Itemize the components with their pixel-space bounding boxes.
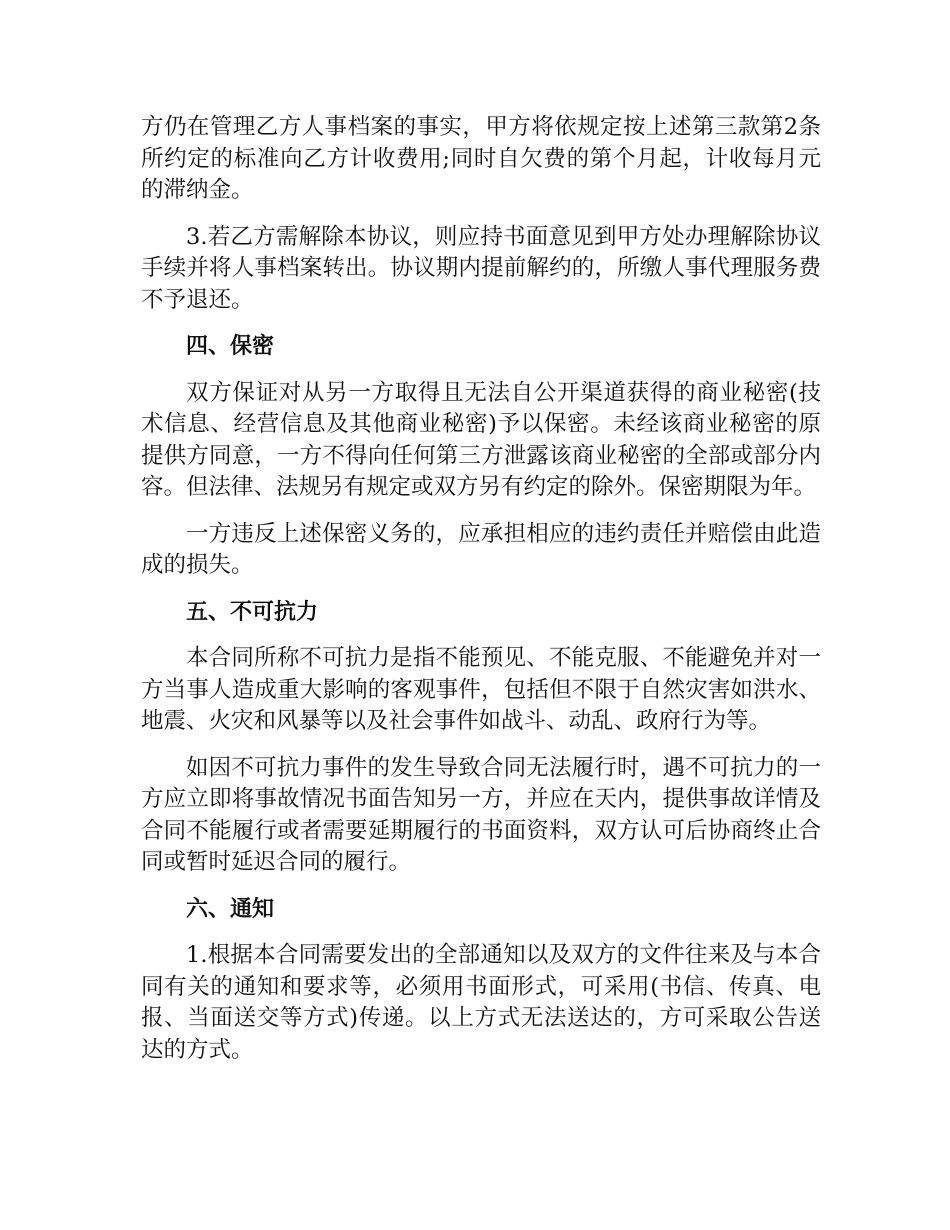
paragraph-notice: 1.根据本合同需要发出的全部通知以及双方的文件往来及与本合同有关的通知和要求等，必须用书面形式，可采用(书信、传真、电报、当面送交等方式)传递。以上方式无法送达的，方可采取公告送达的方式。 [141, 942, 821, 1063]
paragraph-continuation: 方仍在管理乙方人事档案的事实，甲方将依规定按上述第三款第2条所约定的标准向乙方计收费用;同时自欠费的第个月起，计收每月元的滞纳金。 [141, 114, 821, 203]
document-body [141, 112, 821, 1081]
paragraph-force-majeure-procedure: 如因不可抗力事件的发生导致合同无法履行时，遇不可抗力的一方应立即将事故情况书面告知另一方，并应在天内，提供事故详情及合同不能履行或者需要延期履行的书面资料，双方认可后协商终止合同或暂时延迟合同的履行。 [141, 754, 821, 875]
paragraph-termination: 3.若乙方需解除本协议，则应持书面意见到甲方处办理解除协议手续并将人事档案转出。协议期内提前解约的，所缴人事代理服务费不予退还。 [141, 223, 821, 313]
section-heading-confidentiality: 四、保密 [186, 334, 275, 359]
paragraph-force-majeure-definition: 本合同所称不可抗力是指不能预见、不能克服、不能避免并对一方当事人造成重大影响的客观事件，包括但不限于自然灾害如洪水、地震、火灾和风暴等以及社会事件如战斗、动乱、政府行为等。 [141, 645, 821, 734]
section-heading-force-majeure: 五、不可抗力 [186, 599, 319, 625]
section-heading-notice: 六、通知 [186, 896, 275, 922]
paragraph-confidentiality: 双方保证对从另一方取得且无法自公开渠道获得的商业秘密(技术信息、经营信息及其他商业秘密)予以保密。未经该商业秘密的原提供方同意，一方不得向任何第三方泄露该商业秘密的全部或部分内容。但法律、法规另有规定或双方另有约定的除外。保密期限为年。 [141, 379, 821, 500]
paragraph-breach: 一方违反上述保密义务的，应承担相应的违约责任并赔偿由此造成的损失。 [141, 520, 821, 578]
